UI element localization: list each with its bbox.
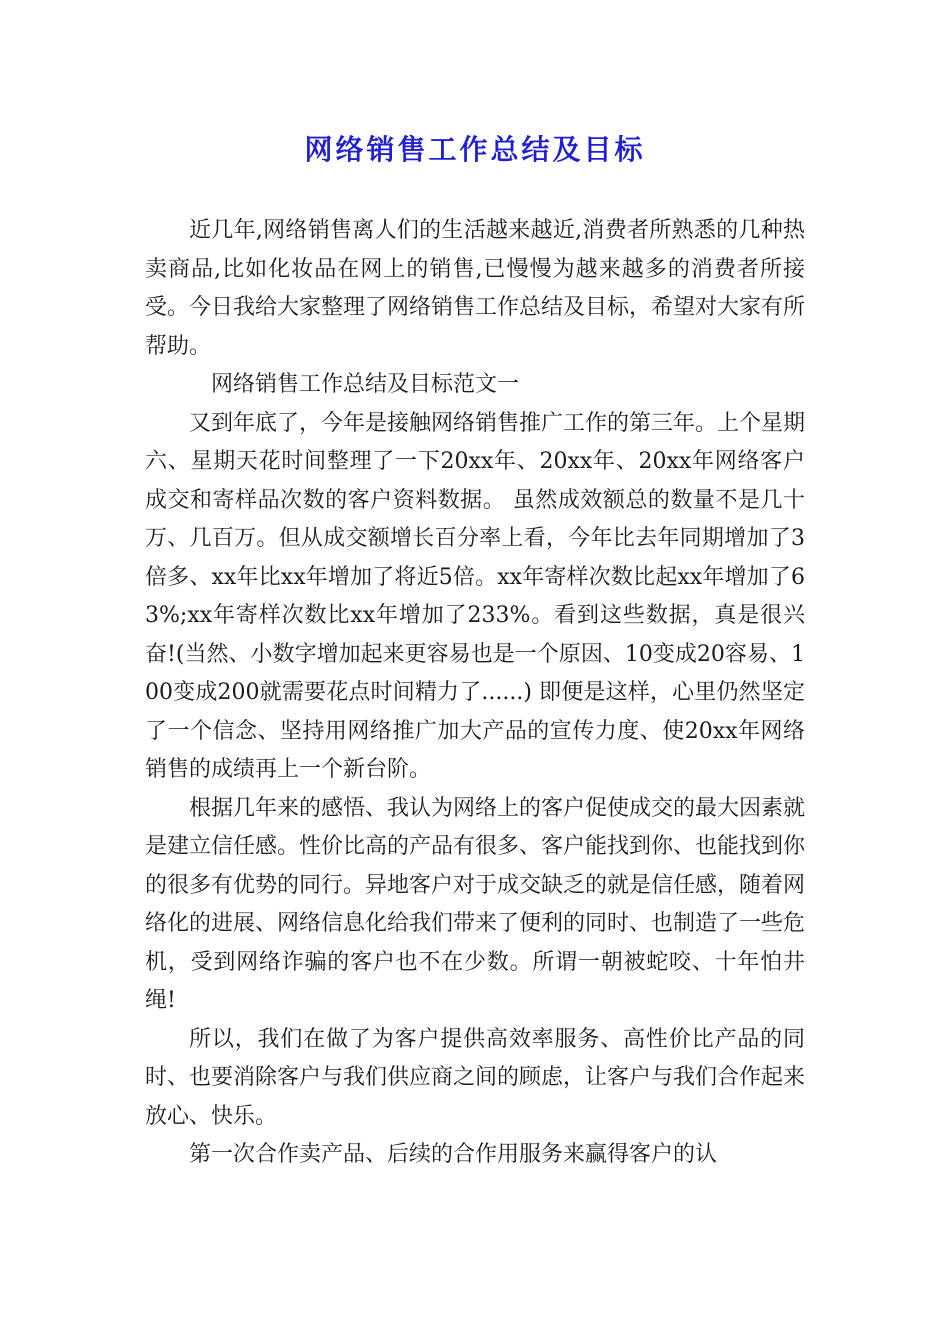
body-paragraph: 又到年底了，今年是接触网络销售推广工作的第三年。上个星期六、星期天花时间整理了一下20xx年、20xx年、20xx年网络客户成交和寄样品次数的客户资料数据。 虽然成效额总的数量不是几十万、几百万。但从成交额增长百分率上看，今年比去年同期增加了3倍多、xx年比xx年增加了将近5倍。xx年寄样次数比起xx年增加了63%;xx年寄样次数比xx年增加了233%。看到这些数据，真是很兴奋!(当然、小数字增加起来更容易也是一个原因、10变成20容易、100变成200就需要花点时间精力了......) 即便是这样，心里仍然坚定了一个信念、坚持用网络推广加大产品的宣传力度、使20xx年网络销售的成绩再上一个新台阶。	[145, 410, 806, 782]
body-paragraph: 第一次合作卖产品、后续的合作用服务来赢得客户的认	[189, 1142, 718, 1167]
body-paragraph: 所以，我们在做了为客户提供高效率服务、高性价比产品的同时、也要消除客户与我们供应商之间的顾虑，让客户与我们合作起来放心、快乐。	[145, 1026, 806, 1129]
document-title: 网络销售工作总结及目标	[304, 133, 646, 166]
intro-paragraph: 近几年,网络销售离人们的生活越来越近,消费者所熟悉的几种热卖商品,比如化妆品在网上的销售,已慢慢为越来越多的消费者所接受。今日我给大家整理了网络销售工作总结及目标，希望对大家有所帮助。	[145, 218, 806, 359]
body-paragraph: 根据几年来的感悟、我认为网络上的客户促使成交的最大因素就是建立信任感。性价比高的产品有很多、客户能找到你、也能找到你的很多有优势的同行。异地客户对于成交缺乏的就是信任感，随着网络化的进展、网络信息化给我们带来了便利的同时、也制造了一些危机，受到网络诈骗的客户也不在少数。所谓一朝被蛇咬、十年怕井绳!	[145, 795, 806, 1013]
document-body	[145, 212, 805, 1175]
section-heading: 网络销售工作总结及目标范文一	[211, 372, 520, 397]
